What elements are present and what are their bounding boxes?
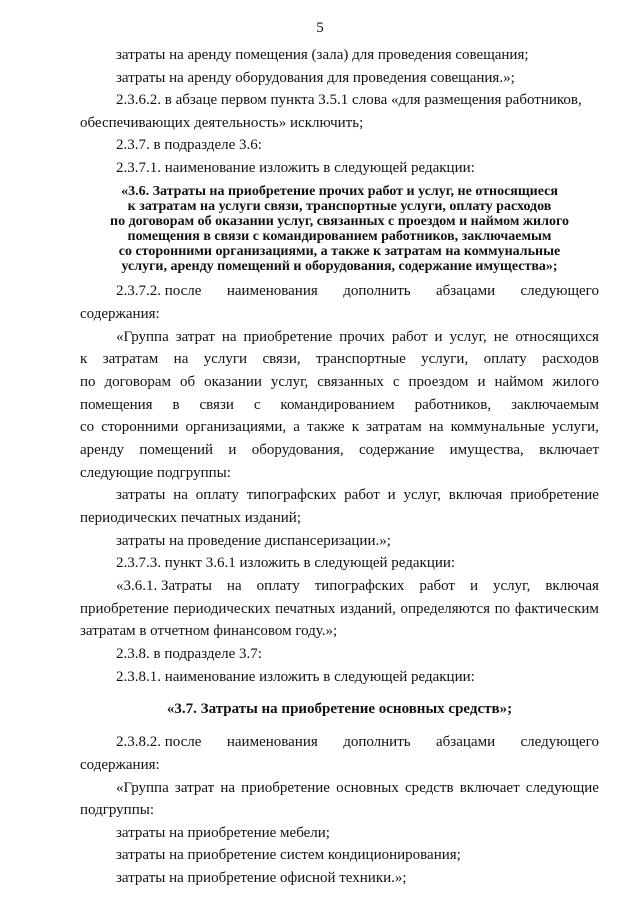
word: и: [469, 578, 478, 594]
word: к: [351, 419, 359, 435]
word: с: [392, 374, 400, 390]
word: включая: [448, 487, 503, 503]
word: аренду: [80, 442, 124, 458]
word: оплату: [483, 351, 527, 367]
word: работ: [391, 329, 428, 345]
heading-line: к затратам на услуги связи, транспортные услуги, оплату расходов: [127, 199, 552, 214]
word: услуг,: [403, 487, 441, 503]
word: работ: [419, 578, 455, 594]
word: жилого: [552, 374, 599, 390]
word: помещения: [80, 397, 153, 413]
justified-line: [80, 600, 599, 618]
word: определяются: [400, 601, 490, 617]
justified-line: [80, 418, 599, 436]
justified-line: [116, 328, 599, 346]
word: на: [220, 780, 236, 796]
word: проездом: [408, 374, 469, 390]
word: абзацами: [436, 734, 496, 750]
word: затрат: [175, 329, 215, 345]
word: и: [477, 374, 486, 390]
word: в: [172, 397, 180, 413]
word: следующие: [525, 780, 599, 796]
word: договорам: [104, 374, 172, 390]
paragraph-line: затраты на приобретение систем кондиционирования;: [116, 847, 461, 863]
word: оборудования,: [251, 442, 344, 458]
word: 2.3.8.2. после: [116, 734, 202, 750]
paragraph-line: затраты на приобретение мебели;: [116, 825, 330, 841]
word: типографских: [314, 578, 405, 594]
word: услуги,: [421, 351, 469, 367]
paragraph-line: содержания:: [80, 757, 160, 773]
word: услуг,: [270, 374, 309, 390]
justified-line: [116, 779, 599, 797]
paragraph-line: 2.3.7.1. наименование изложить в следующей редакции:: [116, 160, 475, 176]
word: затратам: [366, 419, 422, 435]
word: средств: [405, 780, 454, 796]
word: «Группа: [116, 780, 169, 796]
word: по: [80, 374, 96, 390]
justified-line: [116, 577, 599, 595]
word: приобретение: [241, 780, 330, 796]
paragraph-line: 2.3.7.3. пункт 3.6.1 изложить в следующей редакции:: [116, 555, 456, 571]
paragraph-line: обеспечивающих деятельность» исключить;: [80, 115, 364, 131]
word: транспортные: [316, 351, 406, 367]
word: дополнить: [343, 283, 411, 299]
word: включает: [539, 442, 599, 458]
justified-line: [80, 396, 599, 414]
page-number: 5: [316, 20, 324, 36]
paragraph-line: затраты на приобретение офисной техники.»;: [116, 870, 407, 886]
paragraph-line: затраты на проведение диспансеризации.»;: [116, 533, 391, 549]
word: связанных: [317, 374, 384, 390]
word: со: [80, 419, 95, 435]
word: содержание: [359, 442, 435, 458]
word: по: [494, 601, 511, 617]
word: коммунальные: [450, 419, 545, 435]
word: оказании: [204, 374, 262, 390]
justified-line: [80, 441, 599, 459]
word: включая: [545, 578, 599, 594]
word: «3.6.1. Затраты: [116, 578, 212, 594]
word: печатных: [275, 601, 336, 617]
word: расходов: [542, 351, 599, 367]
word: приобретение: [510, 487, 599, 503]
heading-line: по договорам об оказании услуг, связанных с проездом и наймом жилого: [110, 214, 569, 229]
paragraph-line: затраты на аренду помещения (зала) для проведения совещания;: [116, 47, 529, 63]
word: фактическим: [514, 601, 599, 617]
heading-line: «3.6. Затраты на приобретение прочих работ и услуг, не относящиеся: [121, 184, 558, 199]
word: наименования: [226, 283, 318, 299]
word: затратам: [102, 351, 159, 367]
word: основных: [336, 780, 399, 796]
word: затраты: [116, 487, 166, 503]
word: «Группа: [116, 329, 169, 345]
word: типографских: [246, 487, 337, 503]
word: затрат: [174, 780, 215, 796]
word: и: [434, 329, 443, 345]
word: на: [221, 329, 237, 345]
word: услуги: [203, 351, 248, 367]
justified-line: [80, 373, 599, 391]
word: организациями,: [185, 419, 287, 435]
word: включает: [459, 780, 520, 796]
word: об: [179, 374, 196, 390]
paragraph-line: 2.3.8. в подразделе 3.7:: [116, 646, 262, 662]
word: абзацами: [436, 283, 496, 299]
justified-line: [116, 486, 599, 504]
word: не: [493, 329, 509, 345]
word: к: [80, 351, 88, 367]
word: относящихся: [515, 329, 599, 345]
word: приобретение: [80, 601, 169, 617]
word: на: [173, 487, 188, 503]
word: прочих: [339, 329, 385, 345]
word: на: [173, 351, 189, 367]
justified-line: [80, 350, 599, 368]
word: услуг,: [492, 578, 531, 594]
paragraph-line: следующие подгруппы:: [80, 465, 231, 481]
word: дополнить: [343, 734, 411, 750]
word: услуг,: [449, 329, 487, 345]
paragraph-line: затратам в отчетном финансовом году.»;: [80, 623, 338, 639]
word: услуги,: [551, 419, 599, 435]
word: сторонними: [101, 419, 179, 435]
word: а: [293, 419, 300, 435]
paragraph-line: 2.3.8.1. наименование изложить в следующей редакции:: [116, 669, 475, 685]
word: на: [428, 419, 444, 435]
justified-line: [116, 733, 599, 751]
paragraph-line: 2.3.6.2. в абзаце первом пункта 3.5.1 слова «для размещения работников,: [116, 92, 582, 108]
heading-line: «3.7. Затраты на приобретение основных средств»;: [166, 701, 513, 717]
word: на: [226, 578, 242, 594]
paragraph-line: периодических печатных изданий;: [80, 510, 301, 526]
paragraph-line: затраты на аренду оборудования для проведения совещания.»;: [116, 70, 515, 86]
word: наименования: [226, 734, 318, 750]
word: 2.3.7.2. после: [116, 283, 202, 299]
word: оплату: [195, 487, 239, 503]
justified-line: [116, 282, 599, 300]
word: следующего: [520, 734, 599, 750]
word: наймом: [494, 374, 544, 390]
word: периодических: [173, 601, 271, 617]
word: с: [253, 397, 261, 413]
heading-line: со сторонними организациями, а также к затратам на коммунальные: [118, 244, 561, 259]
word: связи: [199, 397, 234, 413]
word: командированием: [280, 397, 395, 413]
word: работ: [344, 487, 380, 503]
word: также: [307, 419, 345, 435]
paragraph-line: 2.3.7. в подразделе 3.6:: [116, 137, 262, 153]
word: помещений: [139, 442, 214, 458]
word: оплату: [256, 578, 300, 594]
heading-line: услуги, аренду помещений и оборудования, содержание имущества»;: [121, 259, 558, 274]
word: работников,: [414, 397, 492, 413]
word: приобретение: [243, 329, 333, 345]
word: и: [228, 442, 237, 458]
heading-line: помещения в связи с командированием работников, заключаемым: [127, 229, 552, 244]
word: заключаемым: [511, 397, 599, 413]
word: связи,: [262, 351, 301, 367]
word: и: [387, 487, 396, 503]
word: изданий,: [340, 601, 396, 617]
paragraph-line: подгруппы:: [80, 802, 154, 818]
word: следующего: [520, 283, 599, 299]
word: имущества,: [449, 442, 524, 458]
paragraph-line: содержания:: [80, 306, 160, 322]
